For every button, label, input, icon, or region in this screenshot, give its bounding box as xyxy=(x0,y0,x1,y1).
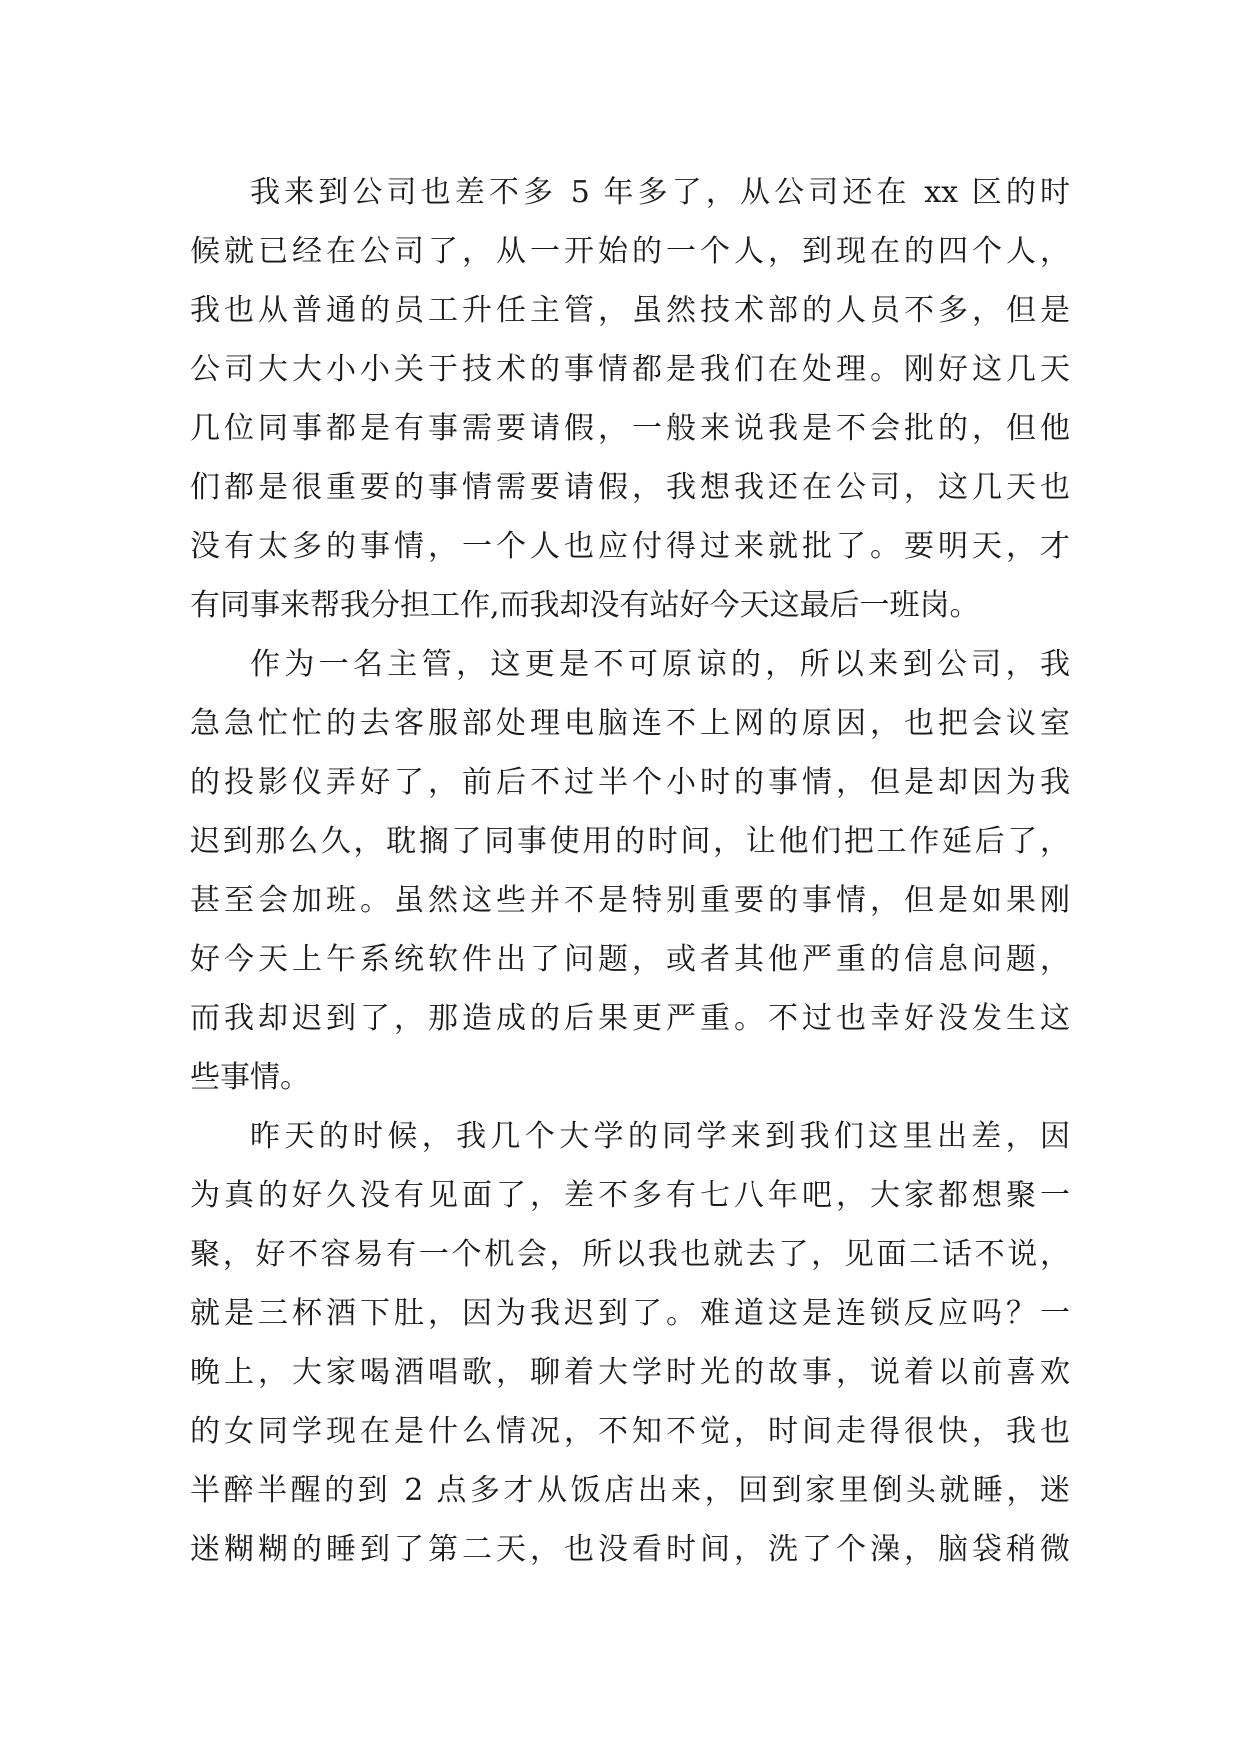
text-line: 为真的好久没有见面了，差不多有七八年吧，大家都想聚一 xyxy=(190,1178,1070,1213)
text-line: 就是三杯酒下肚，因为我迟到了。难道这是连锁反应吗？一 xyxy=(190,1296,1070,1331)
text-line: 我来到公司也差不多 5 年多了，从公司还在 xx 区的时 xyxy=(250,175,1070,210)
text-line: 作为一名主管，这更是不可原谅的，所以来到公司，我 xyxy=(250,647,1070,682)
text-line: 半醉半醒的到 2 点多才从饭店出来，回到家里倒头就睡，迷 xyxy=(190,1473,1070,1508)
body-text xyxy=(190,163,1070,1579)
text-line: 甚至会加班。虽然这些并不是特别重要的事情，但是如果刚 xyxy=(190,883,1070,918)
text-line: 迟到那么久，耽搁了同事使用的时间，让他们把工作延后了， xyxy=(190,824,1070,859)
text-line: 而我却迟到了，那造成的后果更严重。不过也幸好没发生这 xyxy=(190,1001,1070,1036)
text-line: 些事情。 xyxy=(190,1060,310,1095)
text-line: 的投影仪弄好了，前后不过半个小时的事情，但是却因为我 xyxy=(190,765,1070,800)
paragraph-3 xyxy=(190,1107,1070,1579)
text-line: 候就已经在公司了，从一开始的一个人，到现在的四个人， xyxy=(190,234,1070,269)
text-line: 没有太多的事情，一个人也应付得过来就批了。要明天，才 xyxy=(190,529,1070,564)
text-line: 急急忙忙的去客服部处理电脑连不上网的原因，也把会议室 xyxy=(190,706,1070,741)
text-line: 好今天上午系统软件出了问题，或者其他严重的信息问题， xyxy=(190,942,1070,977)
text-line: 几位同事都是有事需要请假，一般来说我是不会批的，但他 xyxy=(190,411,1070,446)
text-line: 我也从普通的员工升任主管，虽然技术部的人员不多，但是 xyxy=(190,293,1070,328)
text-line: 有同事来帮我分担工作,而我却没有站好今天这最后一班岗。 xyxy=(190,588,980,623)
text-line: 聚，好不容易有一个机会，所以我也就去了，见面二话不说， xyxy=(190,1237,1070,1272)
text-line: 的女同学现在是什么情况，不知不觉，时间走得很快，我也 xyxy=(190,1414,1070,1449)
paragraph-2 xyxy=(190,635,1070,1107)
text-line: 昨天的时候，我几个大学的同学来到我们这里出差，因 xyxy=(250,1119,1070,1154)
text-line: 公司大大小小关于技术的事情都是我们在处理。刚好这几天 xyxy=(190,352,1070,387)
text-line: 晚上，大家喝酒唱歌，聊着大学时光的故事，说着以前喜欢 xyxy=(190,1355,1070,1390)
paragraph-1 xyxy=(190,163,1070,635)
text-line: 迷糊糊的睡到了第二天，也没看时间，洗了个澡，脑袋稍微 xyxy=(190,1532,1070,1567)
text-line: 们都是很重要的事情需要请假，我想我还在公司，这几天也 xyxy=(190,470,1070,505)
